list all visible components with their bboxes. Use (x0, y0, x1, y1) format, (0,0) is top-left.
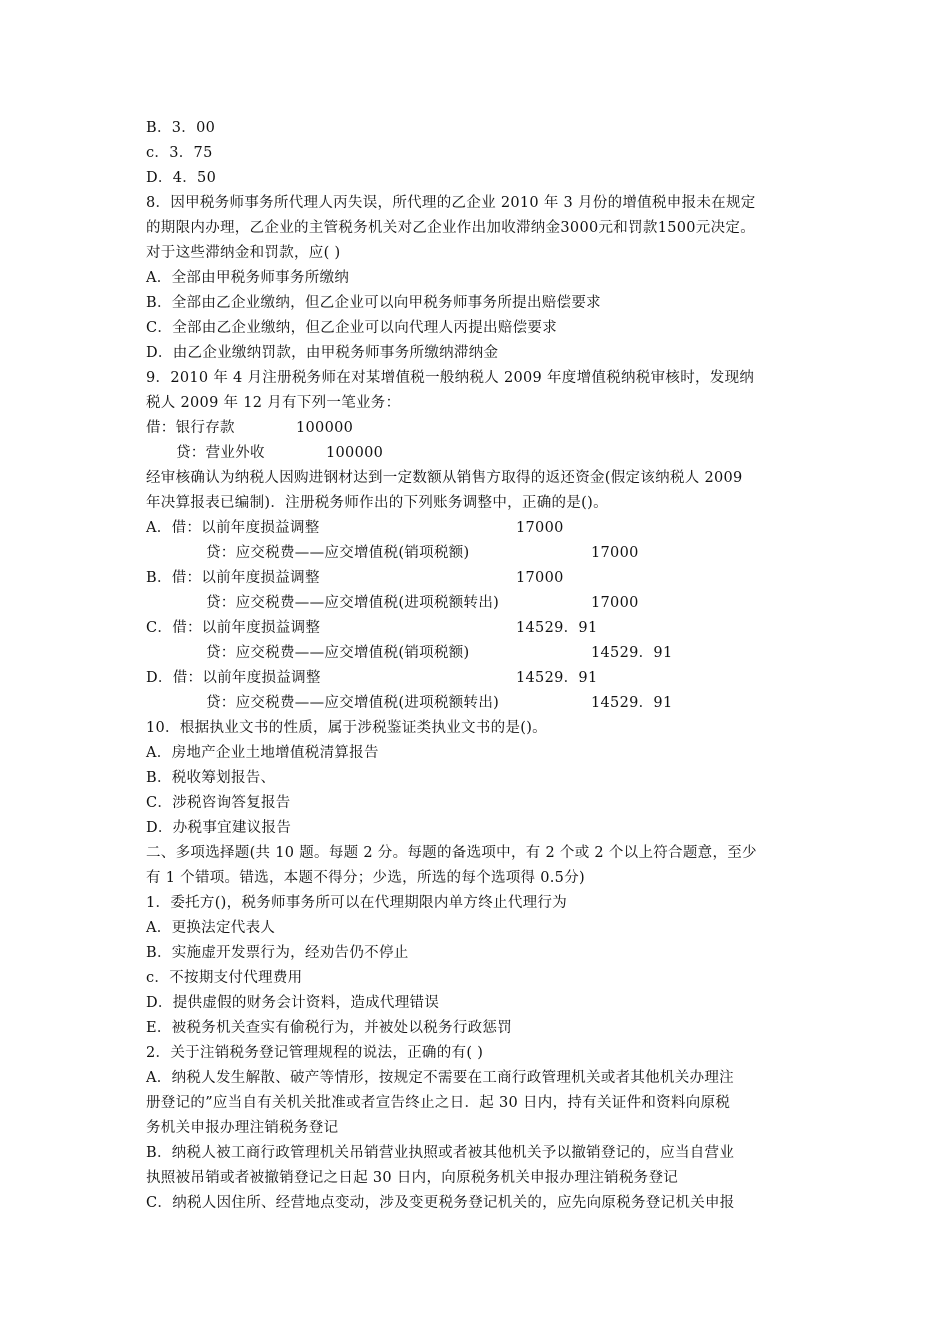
option-b-debit: B．借：以前年度损益调整 (146, 570, 320, 586)
option-line: A．全部由甲税务师事务所缴纳 (146, 270, 350, 286)
option-line: 务机关申报办理注销税务登记 (146, 1120, 339, 1136)
option-d-credit: 贷：应交税费——应交增值税(进项税额转出) (206, 695, 500, 711)
question-9-line: 9．2010 年 4 月注册税务师在对某增值税一般纳税人 2009 年度增值税纳税审核时，发现纳 (146, 370, 755, 386)
text-line: c．3．75 (146, 145, 213, 161)
option-line: A．纳税人发生解散、破产等情形，按规定不需要在工商行政管理机关或者其他机关办理注 (146, 1070, 734, 1086)
question-8-line: 8．因甲税务师事务所代理人丙失误，所代理的乙企业 2010 年 3 月份的增值税申报未在规定 (146, 195, 756, 211)
mc-question-1-line: 1．委托方()，税务师事务所可以在代理期限内单方终止代理行为 (146, 895, 568, 911)
option-line: B．实施虚开发票行为，经劝告仍不停止 (146, 945, 409, 961)
option-a-credit: 贷：应交税费——应交增值税(销项税额) (206, 545, 470, 561)
option-c-credit: 贷：应交税费——应交增值税(销项税额) (206, 645, 470, 661)
question-9-line: 税人 2009 年 12 月有下列一笔业务： (146, 395, 401, 411)
option-line: 执照被吊销或者被撤销登记之日起 30 日内，向原税务机关申报办理注销税务登记 (146, 1170, 679, 1186)
debit-entry-amount: 100000 (296, 420, 354, 436)
option-line: D．提供虚假的财务会计资料，造成代理错误 (146, 995, 440, 1011)
text-line: B．3．00 (146, 120, 216, 136)
option-c-debit-amount: 14529．91 (516, 620, 598, 636)
text-line: D．4．50 (146, 170, 217, 186)
option-line: A．更换法定代表人 (146, 920, 276, 936)
option-line: C．涉税咨询答复报告 (146, 795, 291, 811)
option-line: A．房地产企业土地增值税清算报告 (146, 745, 379, 761)
option-line: B．纳税人被工商行政管理机关吊销营业执照或者被其他机关予以撤销登记的，应当自营业 (146, 1145, 735, 1161)
question-8-line: 的期限内办理，乙企业的主管税务机关对乙企业作出加收滞纳金3000元和罚款1500元决定。 (146, 220, 755, 236)
credit-entry-label: 贷：营业外收 (176, 445, 265, 461)
option-d-credit-amount: 14529．91 (591, 695, 673, 711)
option-line: D．由乙企业缴纳罚款，由甲税务师事务所缴纳滞纳金 (146, 345, 499, 361)
option-line: B．全部由乙企业缴纳，但乙企业可以向甲税务师事务所提出赔偿要求 (146, 295, 601, 311)
option-line: C．纳税人因住所、经营地点变动，涉及变更税务登记机关的，应先向原税务登记机关申报 (146, 1195, 735, 1211)
option-b-credit-amount: 17000 (591, 595, 639, 611)
option-c-credit-amount: 14529．91 (591, 645, 673, 661)
option-a-debit-amount: 17000 (516, 520, 564, 536)
option-a-debit: A．借：以前年度损益调整 (146, 520, 320, 536)
question-9-line: 年决算报表已编制)．注册税务师作出的下列账务调整中，正确的是()。 (146, 495, 608, 511)
option-line: E．被税务机关查实有偷税行为，并被处以税务行政惩罚 (146, 1020, 513, 1036)
option-line: 册登记的”应当自有关机关批准或者宣告终止之日．起 30 日内，持有关证件和资料向原税 (146, 1095, 731, 1111)
option-b-debit-amount: 17000 (516, 570, 564, 586)
credit-entry-amount: 100000 (326, 445, 384, 461)
option-c-debit: C．借：以前年度损益调整 (146, 620, 321, 636)
option-b-credit: 贷：应交税费——应交增值税(进项税额转出) (206, 595, 500, 611)
debit-entry-label: 借：银行存款 (146, 420, 235, 436)
question-9-line: 经审核确认为纳税人因购进钢材达到一定数额从销售方取得的返还资金(假定该纳税人 2009 (146, 470, 743, 486)
question-10-line: 10．根据执业文书的性质，属于涉税鉴证类执业文书的是()。 (146, 720, 547, 736)
option-line: B．税收筹划报告、 (146, 770, 276, 786)
option-line: c．不按期支付代理费用 (146, 970, 303, 986)
section-heading: 有 1 个错项。错选，本题不得分；少选，所选的每个选项得 0.5分) (146, 870, 585, 886)
option-a-credit-amount: 17000 (591, 545, 639, 561)
section-heading: 二、多项选择题(共 10 题。每题 2 分。每题的备选项中，有 2 个或 2 个以上符合题意，至少 (146, 845, 757, 861)
option-line: C．全部由乙企业缴纳，但乙企业可以向代理人丙提出赔偿要求 (146, 320, 557, 336)
question-8-line: 对于这些滞纳金和罚款，应( ) (146, 245, 341, 261)
mc-question-2-line: 2．关于注销税务登记管理规程的说法，正确的有( ) (146, 1045, 484, 1061)
option-d-debit-amount: 14529．91 (516, 670, 598, 686)
option-line: D．办税事宜建议报告 (146, 820, 292, 836)
option-d-debit: D．借：以前年度损益调整 (146, 670, 321, 686)
